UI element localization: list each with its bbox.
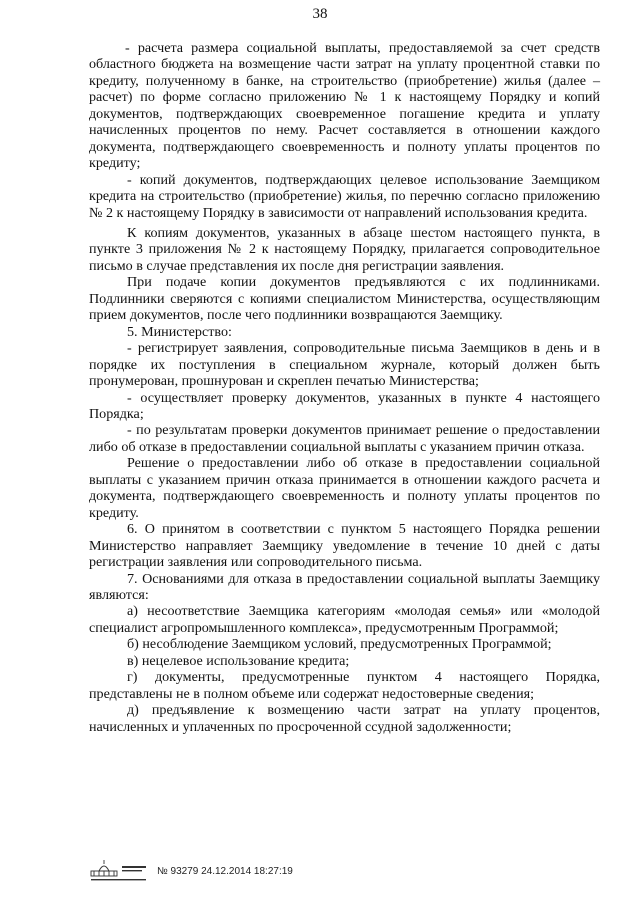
paragraph: г) документы, предусмотренные пунктом 4 настоящего Порядка, представлены не в полном объеме или содержат недостоверные сведения;: [89, 669, 600, 702]
paragraph: а) несоответствие Заемщика категориям «молодая семья» или «молодой специалист агропромышленного комплекса», предусмотренным Программой;: [89, 603, 600, 636]
paragraph: в) нецелевое использование кредита;: [127, 652, 350, 669]
paragraph: д) предъявление к возмещению части затрат на уплату процентов, начисленных и уплаченных по просроченной ссудной задолженности;: [89, 702, 600, 735]
paragraph: 6. О принятом в соответствии с пунктом 5 настоящего Порядка решении Министерство направляет Заемщику уведомление в течение 10 дней с даты регистрации заявления или сопроводительного письма.: [89, 521, 600, 571]
paragraph: 5. Министерство:: [127, 323, 232, 340]
government-seal-icon: [89, 857, 149, 885]
paragraph: К копиям документов, указанных в абзаце шестом настоящего пункта, в пункте 3 приложения № 2 к настоящему Порядку, прилагается сопроводительное письмо в случае представления их после дня регистрации заявления.: [89, 224, 600, 274]
paragraph: б) несоблюдение Заемщиком условий, предусмотренных Программой;: [127, 636, 552, 653]
page-number: 38: [312, 6, 328, 22]
paragraph: При подаче копии документов предъявляются с их подлинниками. Подлинники сверяются с копиями специалистом Министерства, осуществляющим прием документов, после чего подлинники возвращаются Заемщику.: [89, 274, 600, 324]
paragraph: - осуществляет проверку документов, указанных в пункте 4 настоящего Порядка;: [89, 389, 600, 422]
paragraph: - по результатам проверки документов принимает решение о предоставлении либо об отказе в предоставлении социальной выплаты с указанием причин отказа.: [89, 422, 600, 455]
registration-stamp: № 93279 24.12.2014 18:27:19: [157, 865, 293, 877]
paragraph: Решение о предоставлении либо об отказе в предоставлении социальной выплаты с указанием причин отказа принимается в отношении каждого расчета и документа, подтверждающего своевременность и полноту уплаты процентов по кредиту.: [89, 455, 600, 521]
document-stamp: [89, 856, 293, 886]
paragraph: - регистрирует заявления, сопроводительные письма Заемщиков в день и в порядке их поступления в специальном журнале, который должен быть пронумерован, прошнурован и скреплен печатью Министерства;: [89, 340, 600, 390]
paragraph: - копий документов, подтверждающих целевое использование Заемщиком кредита на строительство (приобретение) жилья, по перечню согласно приложению № 2 к настоящему Порядку в зависимости от направлений использования кредита.: [89, 171, 600, 221]
paragraph: - расчета размера социальной выплаты, предоставляемой за счет средств областного бюджета на возмещение части затрат на уплату процентной ставки по кредиту, полученному в банке, на строительство (приобретение) жилья (далее – расчет) по форме согласно приложению № 1 к настоящему Порядку и копий документов, подтверждающих своевременное погашение кредита и уплату начисленных процентов по нему. Расчет составляется в отношении каждого документа, подтверждающего своевременность и полноту уплаты процентов по кредиту;: [89, 40, 600, 172]
document-body: [89, 40, 600, 735]
paragraph: 7. Основаниями для отказа в предоставлении социальной выплаты Заемщику являются:: [89, 570, 600, 603]
